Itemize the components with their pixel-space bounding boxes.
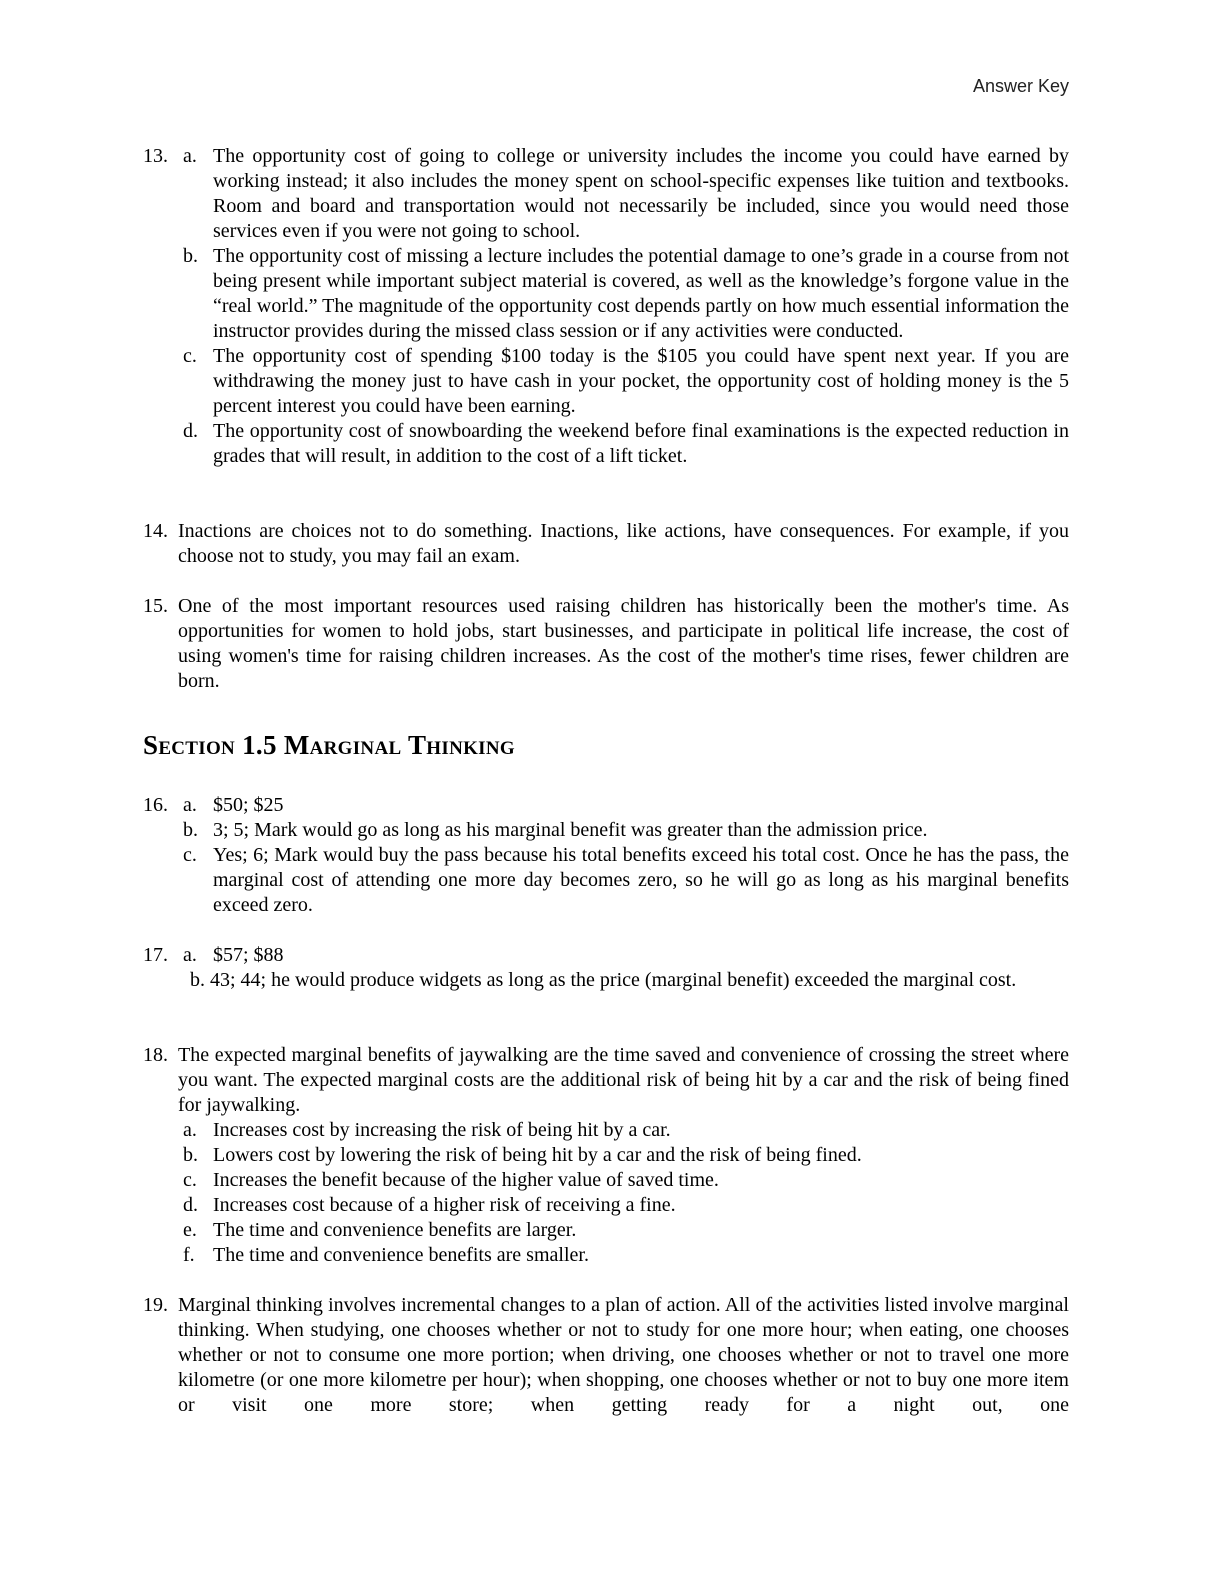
question-number: 16.: [143, 794, 168, 816]
sub-text: Lowers cost by lowering the risk of being hit by a car and the risk of being fined.: [213, 1144, 862, 1166]
answer-17b: b. 43; 44; he would produce widgets as long as the price (marginal benefit) exceeded the marginal cost.: [190, 969, 1017, 991]
question-number: 18.: [143, 1044, 168, 1066]
sub-text: Increases cost by increasing the risk of being hit by a car.: [213, 1119, 671, 1141]
sub-text: The opportunity cost of going to college or university includes the income you could have earned by working instead; it also includes the money spent on school-specific expenses like tuition and textbooks. Room and board and transportation would not necessarily be included, since you would need those services even if you were not going to school.: [213, 145, 1069, 242]
sub-letter: d.: [183, 1194, 198, 1216]
sub-text: Increases the benefit because of the higher value of saved time.: [213, 1169, 719, 1191]
question-13: [143, 144, 1069, 469]
answer-18c: [143, 1168, 1069, 1193]
question-14: [143, 519, 1069, 569]
sub-text: The opportunity cost of snowboarding the weekend before final examinations is the expected reduction in grades that will result, in addition to the cost of a lift ticket.: [213, 420, 1069, 467]
answer-18b: [143, 1143, 1069, 1168]
sub-letter: a.: [183, 944, 197, 966]
answer-16b: [143, 818, 1069, 843]
answer-text: Inactions are choices not to do something. Inactions, like actions, have consequences. For example, if you choose not to study, you may fail an exam.: [178, 520, 1069, 567]
question-number: 17.: [143, 944, 168, 966]
question-19: [143, 1293, 1069, 1418]
sub-text: The opportunity cost of spending $100 today is the $105 you could have spent next year. If you are withdrawing the money just to have cash in your pocket, the opportunity cost of holding money is the 5 percent interest you could have been earning.: [213, 345, 1069, 417]
question-15: [143, 594, 1069, 694]
answer-18d: [143, 1193, 1069, 1218]
sub-text: Yes; 6; Mark would buy the pass because his total benefits exceed his total cost. Once he has the pass, the marginal cost of attending one more day becomes zero, so he will go as long as his marginal benefits exceed zero.: [213, 844, 1069, 916]
section-heading: Section 1.5 Marginal Thinking: [143, 730, 515, 760]
sub-text: The time and convenience benefits are smaller.: [213, 1244, 589, 1266]
sub-letter: d.: [183, 420, 198, 442]
sub-text: $57; $88: [213, 944, 284, 966]
sub-letter: f.: [183, 1244, 195, 1266]
answer-13d: [143, 419, 1069, 469]
question-17: [143, 943, 1069, 993]
page-header: Answer Key: [972, 76, 1069, 96]
answer-18f: [143, 1243, 1069, 1268]
answer-text: One of the most important resources used raising children has historically been the mother's time. As opportunities for women to hold jobs, start businesses, and participate in political life increase, the cost of using women's time for raising children increases. As the cost of the mother's time rises, fewer children are born.: [178, 595, 1069, 692]
sub-text: The opportunity cost of missing a lecture includes the potential damage to one’s grade in a course from not being present while important subject material is covered, as well as the knowledge’s forgone value in the “real world.” The magnitude of the opportunity cost depends partly on how much essential information the instructor provides during the missed class session or if any activities were conducted.: [213, 245, 1069, 342]
answer-13c: [143, 344, 1069, 419]
answer-text: Marginal thinking involves incremental changes to a plan of action. All of the activities listed involve marginal thinking. When studying, one chooses whether or not to study for one more hour; when eating, one chooses whether or not to consume one more portion; when driving, one chooses whether or not to travel one more kilometre (or one more kilometre per hour); when shopping, one chooses whether or not to buy one more item or visit one more store; when getting ready for a night out, one: [178, 1294, 1069, 1416]
sub-text: $50; $25: [213, 794, 284, 816]
sub-letter: e.: [183, 1219, 197, 1241]
question-16: [143, 793, 1069, 918]
sub-letter: a.: [183, 794, 197, 816]
sub-text: The time and convenience benefits are larger.: [213, 1219, 577, 1241]
sub-letter: b.: [183, 819, 198, 841]
question-number: 15.: [143, 595, 168, 617]
sub-letter: b.: [183, 245, 198, 267]
sub-letter: c.: [183, 345, 197, 367]
answer-18e: [143, 1218, 1069, 1243]
answer-17a: [143, 943, 1069, 968]
question-18: [143, 1043, 1069, 1268]
sub-text: Increases cost because of a higher risk of receiving a fine.: [213, 1194, 676, 1216]
sub-text: 3; 5; Mark would go as long as his marginal benefit was greater than the admission price.: [213, 819, 928, 841]
sub-letter: a.: [183, 1119, 197, 1141]
sub-letter: b.: [183, 1144, 198, 1166]
answer-18a: [143, 1118, 1069, 1143]
answer-13b: [143, 244, 1069, 344]
question-number: 14.: [143, 520, 168, 542]
question-number: 13.: [143, 145, 168, 167]
answer-16a: [143, 793, 1069, 818]
answer-13a: [143, 144, 1069, 244]
answer-16c: [143, 843, 1069, 918]
question-number: 19.: [143, 1294, 168, 1316]
sub-letter: c.: [183, 844, 197, 866]
sub-letter: c.: [183, 1169, 197, 1191]
answer-text: The expected marginal benefits of jaywalking are the time saved and convenience of crossing the street where you want. The expected marginal costs are the additional risk of being hit by a car and the risk of being fined for jaywalking.: [178, 1044, 1069, 1116]
sub-letter: a.: [183, 145, 197, 167]
